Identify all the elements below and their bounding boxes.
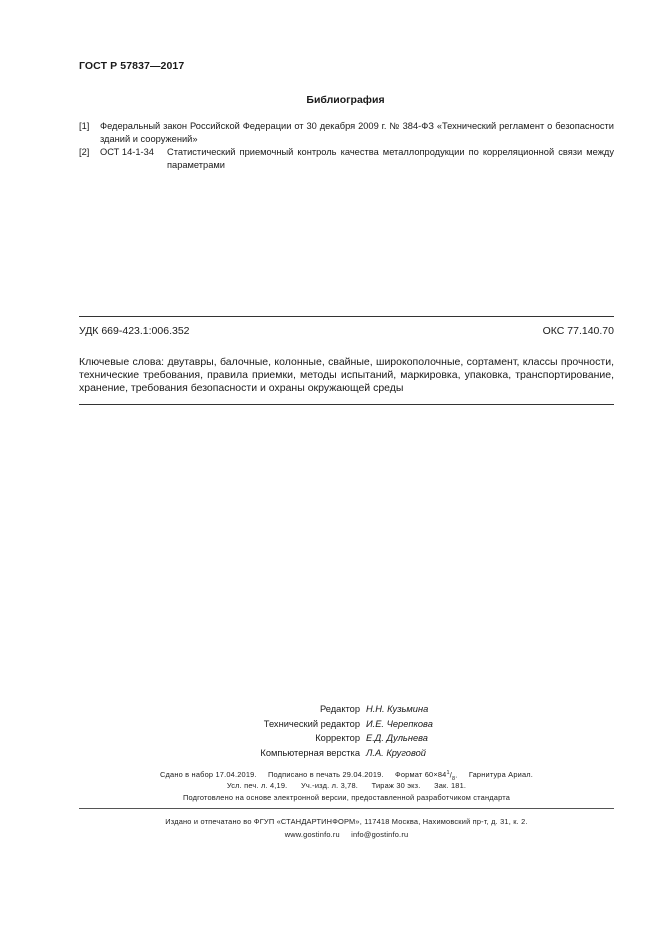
credit-proofreader <box>180 731 600 746</box>
imprint-order: Зак. 181. <box>434 781 467 790</box>
website-link[interactable]: www.gostinfo.ru <box>284 830 340 839</box>
imprint-signed: Подписано в печать 29.04.2019. <box>267 770 384 780</box>
bibliography-title: Библиография <box>306 94 385 106</box>
ref-code: ОСТ 14-1-34 <box>100 147 154 157</box>
imprint-typeset: Сдано в набор 17.04.2019. <box>159 770 257 780</box>
imprint-pub-sheets: Уч.-изд. л. 3,78. <box>300 781 359 790</box>
credit-name: Л.А. Круговой <box>366 747 426 758</box>
credit-role: Компьютерная верстка <box>260 747 360 758</box>
imprint-contacts <box>79 829 614 842</box>
divider-top <box>79 316 614 317</box>
credit-name: И.Е. Черепкова <box>366 718 433 729</box>
credit-name: Н.Н. Кузьмина <box>366 704 429 714</box>
imprint-circulation: Тираж 30 экз. <box>371 781 421 790</box>
imprint-prepared: Подготовлено на основе электронной версии, предоставленной разработчиком стандарта <box>182 793 511 802</box>
imprint-publisher: Издано и отпечатано во ФГУП «СТАНДАРТИНФОРМ», 117418 Москва, Нахимовский пр-т, д. 31, к. 2. <box>165 817 528 826</box>
standard-number: ГОСТ Р 57837—2017 <box>79 60 185 72</box>
credit-editor <box>180 702 600 717</box>
credit-layout <box>180 746 600 761</box>
credit-name: Е.Д. Дульнева <box>366 733 428 743</box>
credit-role: Технический редактор <box>263 718 360 729</box>
email-link[interactable]: info@gostinfo.ru <box>351 830 409 839</box>
bibliography-ref-2 <box>79 146 614 171</box>
oks-code: ОКС 77.140.70 <box>542 325 614 337</box>
imprint-print-sheets: Усл. печ. л. 4,19. <box>226 781 288 790</box>
imprint-font: Гарнитура Ариал. <box>468 770 534 780</box>
ref-text: Федеральный закон Российской Федерации от 30 декабря 2009 г. № 384-ФЗ «Технический регламент о безопасности зданий и сооружений» <box>100 121 614 144</box>
ref-text: Статистический приемочный контроль качества металлопродукции по корреляционной связи между параметрами <box>167 147 614 170</box>
imprint-format: Формат $60\times 84^1/_8$. <box>395 770 458 782</box>
bibliography-ref-1 <box>79 120 614 145</box>
imprint-line-2 <box>79 780 614 793</box>
credit-role: Корректор <box>315 733 360 743</box>
divider-imprint <box>79 808 614 809</box>
credits <box>180 702 600 760</box>
ref-number: [1] <box>79 121 90 131</box>
ref-number: [2] <box>79 147 90 157</box>
divider-keywords <box>79 404 614 405</box>
udc-code: УДК 669-423.1:006.352 <box>79 325 190 337</box>
credit-role: Редактор <box>319 704 360 714</box>
credit-tech-editor <box>180 717 600 732</box>
keywords: Ключевые слова: двутавры, балочные, колонные, свайные, широкополочные, сортамент, классы прочности, технические требования, правила приемки, методы испытаний, маркировка, упаковка, транспортирование, хранение, требования безопасности и охраны окружающей среды <box>79 356 614 395</box>
